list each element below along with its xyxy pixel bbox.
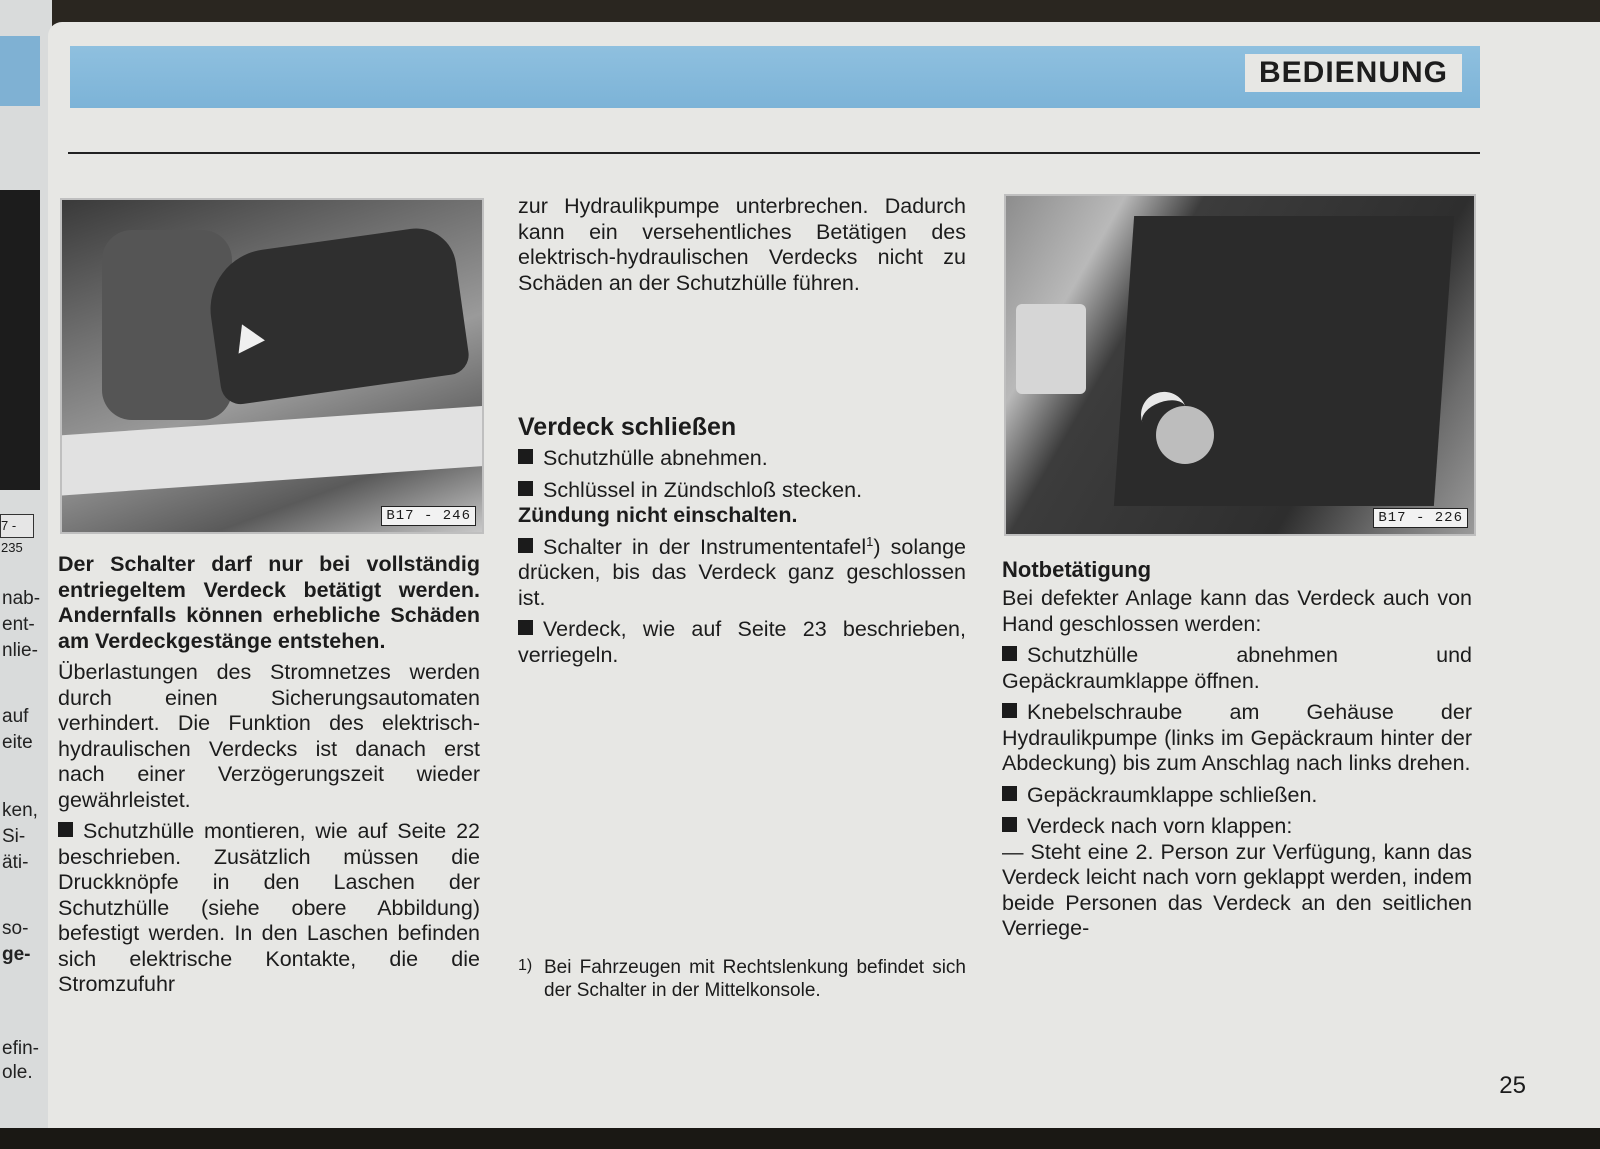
left-photo-label: 7 - 235 — [0, 514, 34, 538]
spacer — [518, 302, 966, 412]
dash-item: — Steht eine 2. Person zur Verfügung, kann das Verdeck leicht nach vorn geklappt werden, indem beide Personen das Verdeck an den seitlichen Verriege- — [1002, 839, 1472, 940]
left-fragment: Si- — [2, 826, 26, 847]
column-2 — [518, 194, 966, 674]
list-item — [1002, 783, 1472, 809]
list-item — [1002, 814, 1472, 840]
list-item-text: Schutzhülle abnehmen. — [543, 446, 768, 470]
list-item — [518, 535, 966, 612]
bullet-square-icon — [58, 822, 73, 837]
header-rule — [68, 152, 1480, 154]
list-item-text: Schalter in der Instrumententafel — [543, 534, 867, 559]
footnote-ref: 1 — [866, 533, 874, 549]
list-item — [1002, 700, 1472, 777]
list-item — [518, 617, 966, 668]
bullet-square-icon — [518, 449, 533, 464]
page-number: 25 — [1499, 1072, 1526, 1099]
list-item — [518, 446, 966, 472]
list-item-text: ) solange drücken, bis das Verdeck ganz geschlossen ist. — [518, 534, 966, 610]
section-heading: Verdeck schließen — [518, 413, 737, 441]
left-fragment: nlie- — [2, 640, 38, 661]
list-item-text: Knebelschraube am Gehäuse der Hydraulikpumpe (links im Gepäckraum hinter der Abdeckung) bis zum Anschlag nach links drehen. — [1002, 700, 1472, 775]
left-fragment: efin- — [2, 1038, 39, 1059]
list-item-text: Schlüssel in Zündschloß stecken. — [543, 477, 863, 502]
footnote-text: Bei Fahrzeugen mit Rechtslenkung befindet sich der Schalter in der Mittelkonsole. — [544, 957, 966, 1001]
paragraph: Überlastungen des Stromnetzes werden durch einen Sicherungsautomaten verhindert. Die Funktion des elektrisch-hydraulischen Verdecks ist danach erst nach einer Verzögerungszeit wieder gewährleistet. — [58, 660, 480, 812]
left-fragment: auf — [2, 706, 29, 727]
paragraph: zur Hydraulikpumpe unterbrechen. Dadurch kann ein versehentliches Betätigen des elektrisch-hydraulischen Verdecks nicht zu Schäden an der Schutzhülle führen. — [518, 194, 966, 295]
left-page-edge — [0, 0, 52, 1149]
left-fragment: nab- — [2, 588, 41, 609]
bullet-square-icon — [1002, 786, 1017, 801]
left-fragment: ken, — [2, 800, 38, 821]
bullet-square-icon — [1002, 646, 1017, 661]
bullet-square-icon — [1002, 703, 1017, 718]
photo-folded-top — [203, 223, 471, 406]
list-item-text: Verdeck, wie auf Seite 23 beschrieben, verriegeln. — [518, 617, 966, 667]
list-item — [518, 478, 966, 529]
left-fragment: ent- — [2, 614, 35, 635]
left-fragment: so- — [2, 918, 29, 939]
header-band — [70, 46, 1480, 108]
photo-convertible-top-tab — [60, 198, 484, 534]
left-fragment: ole. — [2, 1062, 33, 1083]
manual-page — [48, 22, 1600, 1132]
left-fragment: äti- — [2, 852, 29, 873]
photo-luggage-compartment — [1004, 194, 1476, 536]
list-item — [1002, 643, 1472, 694]
list-item — [58, 819, 480, 998]
list-item-text: Verdeck nach vorn klappen: — [1027, 814, 1293, 838]
list-item-bold-text: Zündung nicht einschalten. — [518, 503, 798, 527]
bullet-square-icon — [1002, 817, 1017, 832]
left-header-band — [0, 36, 40, 106]
bullet-square-icon — [518, 620, 533, 635]
photo-tail-light — [1016, 304, 1086, 394]
list-item-text: Schutzhülle abnehmen und Gepäckraumklappe öffnen. — [1002, 643, 1472, 693]
bullet-square-icon — [518, 481, 533, 496]
left-fragment: ge- — [2, 944, 31, 965]
footnote-mark: 1) — [518, 957, 533, 974]
paragraph: Bei defekter Anlage kann das Verdeck auch von Hand geschlossen werden: — [1002, 586, 1472, 636]
warning-text: Der Schalter darf nur bei vollständig entriegeltem Verdeck betätigt werden. Andernfalls können erhebliche Schäden am Verdeckgestänge entstehen. — [58, 552, 480, 653]
footnote — [518, 956, 966, 1002]
column-3 — [1002, 556, 1472, 948]
list-item-text: Schutzhülle montieren, wie auf Seite 22 beschrieben. Zusätzlich müssen die Druckknöpfe in den Laschen der Schutzhülle (siehe obere Abbildung) befestigt werden. In den Laschen befinden sich elektrische Kontakte, die die Stromzufuhr — [58, 819, 480, 996]
list-item-text: Gepäckraumklappe schließen. — [1027, 782, 1318, 807]
bullet-square-icon — [518, 538, 533, 553]
photo-label: B17 - 246 — [381, 506, 476, 526]
section-heading: Notbetätigung — [1002, 557, 1152, 582]
column-1 — [58, 552, 480, 1004]
page-title: BEDIENUNG — [1245, 54, 1462, 92]
bottom-shadow — [0, 1128, 1600, 1149]
photo-label: B17 - 226 — [1373, 508, 1468, 528]
left-photo-fragment — [0, 190, 40, 490]
photo-cover-panel — [1114, 216, 1454, 506]
left-fragment: eite — [2, 732, 33, 753]
